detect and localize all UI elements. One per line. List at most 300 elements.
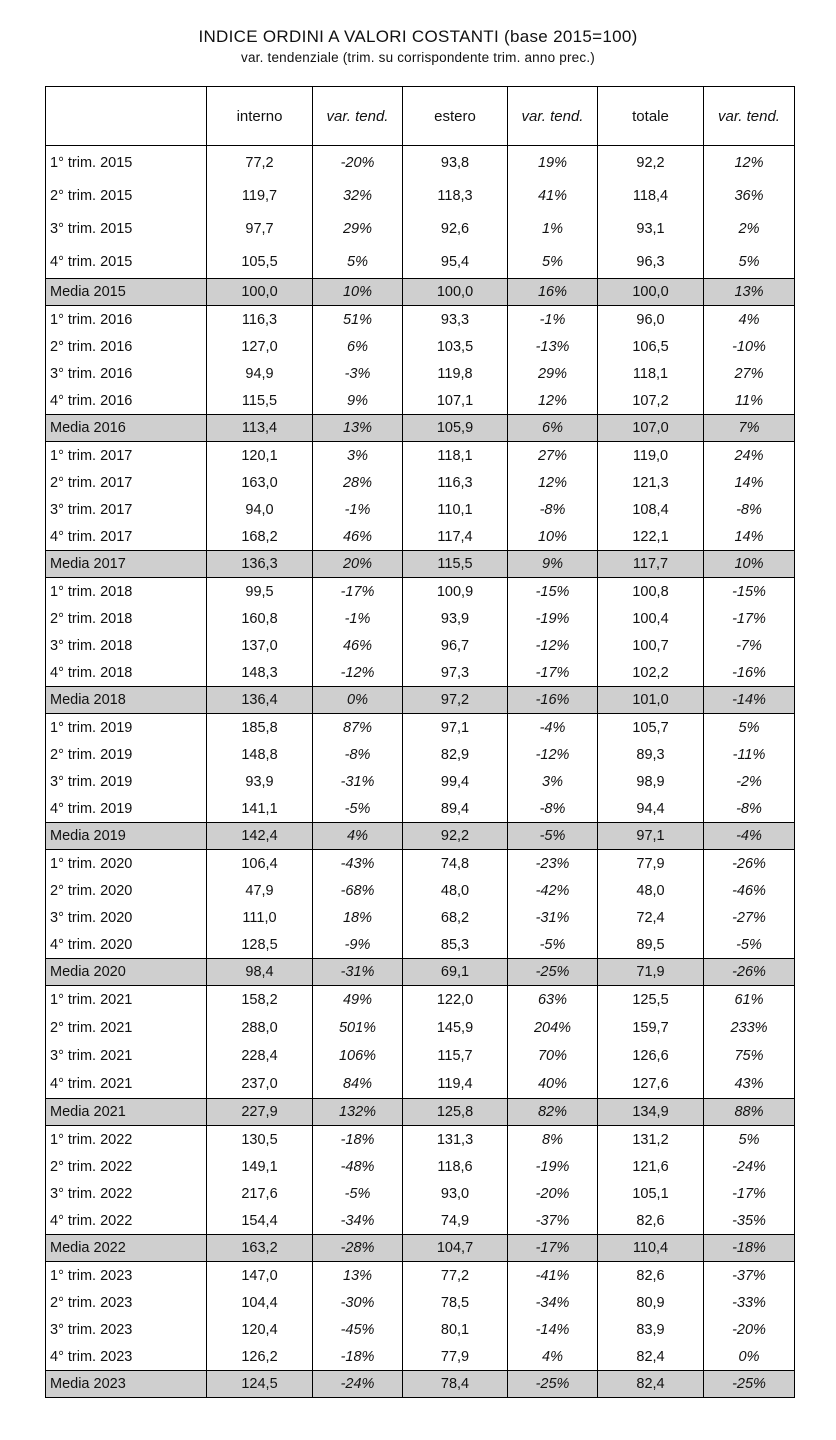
- header-row: [46, 87, 795, 146]
- cell-var-estero: -41%: [508, 1262, 598, 1290]
- cell-totale: 122,1: [598, 523, 704, 551]
- cell-totale: 89,3: [598, 741, 704, 768]
- cell-estero: 93,0: [403, 1180, 508, 1207]
- summary-row: [46, 1235, 795, 1262]
- table-row: [46, 986, 795, 1015]
- cell-totale: 82,4: [598, 1371, 704, 1398]
- cell-var-estero: 12%: [508, 387, 598, 415]
- cell-var-estero: 27%: [508, 442, 598, 470]
- cell-interno: 163,2: [207, 1235, 313, 1262]
- cell-var-estero: 4%: [508, 1343, 598, 1371]
- table-row: [46, 442, 795, 470]
- cell-interno: 104,4: [207, 1289, 313, 1316]
- cell-var-totale: -37%: [704, 1262, 795, 1290]
- cell-var-totale: -20%: [704, 1316, 795, 1343]
- row-label: 2° trim. 2021: [46, 1014, 207, 1042]
- cell-interno: 136,4: [207, 687, 313, 714]
- cell-var-estero: 204%: [508, 1014, 598, 1042]
- row-label: 2° trim. 2023: [46, 1289, 207, 1316]
- cell-totale: 94,4: [598, 795, 704, 823]
- cell-var-estero: -17%: [508, 659, 598, 687]
- cell-var-totale: -26%: [704, 959, 795, 986]
- row-label: 1° trim. 2018: [46, 578, 207, 606]
- cell-estero: 115,5: [403, 551, 508, 578]
- row-label: Media 2019: [46, 823, 207, 850]
- cell-totale: 82,4: [598, 1343, 704, 1371]
- cell-var-estero: -23%: [508, 850, 598, 878]
- table-row: [46, 1014, 795, 1042]
- row-label: 2° trim. 2016: [46, 333, 207, 360]
- cell-estero: 118,6: [403, 1153, 508, 1180]
- cell-var-interno: -1%: [313, 496, 403, 523]
- cell-var-totale: 36%: [704, 179, 795, 212]
- cell-totale: 71,9: [598, 959, 704, 986]
- header-estero: estero: [403, 87, 508, 146]
- table-row: [46, 1207, 795, 1235]
- cell-estero: 80,1: [403, 1316, 508, 1343]
- cell-estero: 95,4: [403, 245, 508, 279]
- cell-var-estero: -42%: [508, 877, 598, 904]
- cell-var-totale: 12%: [704, 146, 795, 180]
- cell-var-estero: -13%: [508, 333, 598, 360]
- table-row: [46, 1042, 795, 1070]
- row-label: 4° trim. 2016: [46, 387, 207, 415]
- cell-var-interno: 6%: [313, 333, 403, 360]
- table-row: [46, 578, 795, 606]
- cell-interno: 126,2: [207, 1343, 313, 1371]
- cell-var-interno: -28%: [313, 1235, 403, 1262]
- orders-index-table: [45, 86, 795, 1398]
- cell-estero: 100,0: [403, 279, 508, 306]
- cell-var-estero: 16%: [508, 279, 598, 306]
- cell-estero: 48,0: [403, 877, 508, 904]
- cell-totale: 121,3: [598, 469, 704, 496]
- cell-var-estero: -1%: [508, 306, 598, 334]
- summary-row: [46, 959, 795, 986]
- cell-var-estero: 82%: [508, 1099, 598, 1126]
- cell-estero: 93,8: [403, 146, 508, 180]
- table-row: [46, 795, 795, 823]
- cell-estero: 68,2: [403, 904, 508, 931]
- cell-interno: 47,9: [207, 877, 313, 904]
- cell-var-totale: 14%: [704, 469, 795, 496]
- table-row: [46, 1126, 795, 1154]
- cell-interno: 111,0: [207, 904, 313, 931]
- cell-var-interno: 10%: [313, 279, 403, 306]
- cell-var-interno: -43%: [313, 850, 403, 878]
- cell-var-totale: 88%: [704, 1099, 795, 1126]
- cell-var-interno: 46%: [313, 632, 403, 659]
- cell-totale: 125,5: [598, 986, 704, 1015]
- cell-var-interno: 13%: [313, 415, 403, 442]
- cell-interno: 106,4: [207, 850, 313, 878]
- cell-var-totale: -27%: [704, 904, 795, 931]
- summary-row: [46, 1099, 795, 1126]
- cell-var-interno: -31%: [313, 959, 403, 986]
- row-label: 2° trim. 2020: [46, 877, 207, 904]
- cell-estero: 69,1: [403, 959, 508, 986]
- cell-var-totale: 0%: [704, 1343, 795, 1371]
- cell-interno: 149,1: [207, 1153, 313, 1180]
- cell-var-totale: -17%: [704, 1180, 795, 1207]
- cell-estero: 118,3: [403, 179, 508, 212]
- cell-var-interno: 106%: [313, 1042, 403, 1070]
- cell-interno: 94,9: [207, 360, 313, 387]
- cell-var-interno: -5%: [313, 1180, 403, 1207]
- cell-totale: 159,7: [598, 1014, 704, 1042]
- cell-interno: 130,5: [207, 1126, 313, 1154]
- cell-var-estero: -4%: [508, 714, 598, 742]
- header-interno: interno: [207, 87, 313, 146]
- cell-estero: 105,9: [403, 415, 508, 442]
- table-row: [46, 1289, 795, 1316]
- cell-var-totale: -17%: [704, 605, 795, 632]
- cell-var-interno: -68%: [313, 877, 403, 904]
- cell-var-totale: 13%: [704, 279, 795, 306]
- cell-var-interno: 32%: [313, 179, 403, 212]
- cell-var-interno: 28%: [313, 469, 403, 496]
- cell-var-interno: 18%: [313, 904, 403, 931]
- table-row: [46, 904, 795, 931]
- cell-totale: 117,7: [598, 551, 704, 578]
- cell-totale: 82,6: [598, 1262, 704, 1290]
- cell-var-interno: -8%: [313, 741, 403, 768]
- cell-var-interno: -20%: [313, 146, 403, 180]
- cell-var-totale: 4%: [704, 306, 795, 334]
- cell-var-totale: 5%: [704, 1126, 795, 1154]
- table-row: [46, 469, 795, 496]
- cell-var-totale: -8%: [704, 496, 795, 523]
- row-label: 2° trim. 2019: [46, 741, 207, 768]
- row-label: 1° trim. 2016: [46, 306, 207, 334]
- cell-var-totale: 5%: [704, 245, 795, 279]
- cell-var-totale: -33%: [704, 1289, 795, 1316]
- row-label: 1° trim. 2023: [46, 1262, 207, 1290]
- row-label: 3° trim. 2020: [46, 904, 207, 931]
- row-label: 3° trim. 2021: [46, 1042, 207, 1070]
- summary-row: [46, 551, 795, 578]
- cell-interno: 160,8: [207, 605, 313, 632]
- header-var-estero: var. tend.: [508, 87, 598, 146]
- cell-interno: 99,5: [207, 578, 313, 606]
- cell-interno: 100,0: [207, 279, 313, 306]
- cell-totale: 105,7: [598, 714, 704, 742]
- cell-interno: 128,5: [207, 931, 313, 959]
- cell-var-totale: 7%: [704, 415, 795, 442]
- cell-estero: 100,9: [403, 578, 508, 606]
- cell-var-interno: -12%: [313, 659, 403, 687]
- cell-estero: 145,9: [403, 1014, 508, 1042]
- cell-interno: 227,9: [207, 1099, 313, 1126]
- cell-var-totale: 75%: [704, 1042, 795, 1070]
- table-row: [46, 1180, 795, 1207]
- table-row: [46, 1262, 795, 1290]
- cell-estero: 131,3: [403, 1126, 508, 1154]
- cell-totale: 93,1: [598, 212, 704, 245]
- row-label: Media 2020: [46, 959, 207, 986]
- row-label: 3° trim. 2016: [46, 360, 207, 387]
- cell-estero: 116,3: [403, 469, 508, 496]
- cell-var-totale: -24%: [704, 1153, 795, 1180]
- cell-var-interno: 9%: [313, 387, 403, 415]
- cell-var-interno: -48%: [313, 1153, 403, 1180]
- cell-estero: 99,4: [403, 768, 508, 795]
- table-subtitle: var. tendenziale (trim. su corrispondente trim. anno prec.): [241, 50, 595, 65]
- cell-var-interno: -24%: [313, 1371, 403, 1398]
- cell-var-interno: 46%: [313, 523, 403, 551]
- cell-var-interno: -45%: [313, 1316, 403, 1343]
- row-label: Media 2021: [46, 1099, 207, 1126]
- cell-totale: 108,4: [598, 496, 704, 523]
- cell-var-estero: 5%: [508, 245, 598, 279]
- cell-var-estero: -17%: [508, 1235, 598, 1262]
- row-label: 4° trim. 2022: [46, 1207, 207, 1235]
- cell-totale: 105,1: [598, 1180, 704, 1207]
- cell-var-totale: 14%: [704, 523, 795, 551]
- table-row: [46, 605, 795, 632]
- cell-totale: 83,9: [598, 1316, 704, 1343]
- row-label: Media 2022: [46, 1235, 207, 1262]
- cell-totale: 106,5: [598, 333, 704, 360]
- cell-var-estero: -20%: [508, 1180, 598, 1207]
- cell-var-totale: -8%: [704, 795, 795, 823]
- row-label: 1° trim. 2015: [46, 146, 207, 180]
- row-label: 4° trim. 2015: [46, 245, 207, 279]
- cell-estero: 92,6: [403, 212, 508, 245]
- cell-var-estero: 63%: [508, 986, 598, 1015]
- cell-estero: 74,9: [403, 1207, 508, 1235]
- cell-estero: 92,2: [403, 823, 508, 850]
- cell-interno: 93,9: [207, 768, 313, 795]
- table-row: [46, 768, 795, 795]
- row-label: 4° trim. 2020: [46, 931, 207, 959]
- cell-estero: 93,9: [403, 605, 508, 632]
- cell-var-totale: -46%: [704, 877, 795, 904]
- cell-var-estero: -31%: [508, 904, 598, 931]
- cell-interno: 154,4: [207, 1207, 313, 1235]
- cell-estero: 119,4: [403, 1070, 508, 1099]
- cell-interno: 163,0: [207, 469, 313, 496]
- cell-var-estero: -16%: [508, 687, 598, 714]
- cell-estero: 118,1: [403, 442, 508, 470]
- cell-var-estero: -5%: [508, 931, 598, 959]
- cell-var-estero: -19%: [508, 1153, 598, 1180]
- row-label: 3° trim. 2023: [46, 1316, 207, 1343]
- cell-var-interno: -1%: [313, 605, 403, 632]
- cell-interno: 115,5: [207, 387, 313, 415]
- cell-totale: 97,1: [598, 823, 704, 850]
- cell-estero: 96,7: [403, 632, 508, 659]
- cell-var-interno: -18%: [313, 1343, 403, 1371]
- cell-var-estero: -8%: [508, 496, 598, 523]
- cell-totale: 107,2: [598, 387, 704, 415]
- cell-var-estero: 9%: [508, 551, 598, 578]
- cell-var-interno: -18%: [313, 1126, 403, 1154]
- cell-interno: 168,2: [207, 523, 313, 551]
- cell-interno: 116,3: [207, 306, 313, 334]
- cell-var-interno: 29%: [313, 212, 403, 245]
- cell-totale: 96,3: [598, 245, 704, 279]
- row-label: Media 2017: [46, 551, 207, 578]
- cell-var-totale: 43%: [704, 1070, 795, 1099]
- row-label: 3° trim. 2015: [46, 212, 207, 245]
- cell-interno: 137,0: [207, 632, 313, 659]
- cell-interno: 105,5: [207, 245, 313, 279]
- cell-var-estero: 3%: [508, 768, 598, 795]
- table-body: [46, 146, 795, 1398]
- table-row: [46, 212, 795, 245]
- row-label: 3° trim. 2022: [46, 1180, 207, 1207]
- summary-row: [46, 1371, 795, 1398]
- cell-interno: 148,3: [207, 659, 313, 687]
- cell-interno: 228,4: [207, 1042, 313, 1070]
- header-totale: totale: [598, 87, 704, 146]
- table-row: [46, 714, 795, 742]
- cell-totale: 96,0: [598, 306, 704, 334]
- table-row: [46, 1343, 795, 1371]
- row-label: Media 2018: [46, 687, 207, 714]
- cell-var-estero: 41%: [508, 179, 598, 212]
- cell-interno: 113,4: [207, 415, 313, 442]
- cell-interno: 119,7: [207, 179, 313, 212]
- cell-totale: 127,6: [598, 1070, 704, 1099]
- cell-var-totale: 10%: [704, 551, 795, 578]
- cell-var-totale: -10%: [704, 333, 795, 360]
- cell-interno: 142,4: [207, 823, 313, 850]
- cell-var-estero: -12%: [508, 741, 598, 768]
- cell-estero: 97,3: [403, 659, 508, 687]
- cell-interno: 127,0: [207, 333, 313, 360]
- cell-var-estero: 40%: [508, 1070, 598, 1099]
- row-label: 1° trim. 2021: [46, 986, 207, 1015]
- cell-estero: 77,2: [403, 1262, 508, 1290]
- row-label: 4° trim. 2021: [46, 1070, 207, 1099]
- cell-var-totale: -25%: [704, 1371, 795, 1398]
- cell-var-estero: 19%: [508, 146, 598, 180]
- cell-interno: 124,5: [207, 1371, 313, 1398]
- cell-var-totale: -15%: [704, 578, 795, 606]
- cell-var-interno: 501%: [313, 1014, 403, 1042]
- cell-totale: 89,5: [598, 931, 704, 959]
- cell-estero: 97,1: [403, 714, 508, 742]
- cell-var-estero: -14%: [508, 1316, 598, 1343]
- cell-var-estero: -15%: [508, 578, 598, 606]
- cell-totale: 118,4: [598, 179, 704, 212]
- cell-var-totale: 5%: [704, 714, 795, 742]
- cell-var-interno: 84%: [313, 1070, 403, 1099]
- cell-estero: 115,7: [403, 1042, 508, 1070]
- table-title: INDICE ORDINI A VALORI COSTANTI (base 2015=100): [198, 27, 638, 46]
- summary-row: [46, 687, 795, 714]
- row-label: 3° trim. 2017: [46, 496, 207, 523]
- cell-var-interno: 3%: [313, 442, 403, 470]
- cell-interno: 97,7: [207, 212, 313, 245]
- row-label: 3° trim. 2018: [46, 632, 207, 659]
- row-label: Media 2023: [46, 1371, 207, 1398]
- cell-var-estero: 1%: [508, 212, 598, 245]
- table-row: [46, 306, 795, 334]
- cell-interno: 185,8: [207, 714, 313, 742]
- cell-var-totale: -4%: [704, 823, 795, 850]
- cell-var-interno: 20%: [313, 551, 403, 578]
- row-label: Media 2015: [46, 279, 207, 306]
- cell-estero: 122,0: [403, 986, 508, 1015]
- cell-totale: 48,0: [598, 877, 704, 904]
- cell-totale: 107,0: [598, 415, 704, 442]
- cell-var-totale: 24%: [704, 442, 795, 470]
- table-row: [46, 333, 795, 360]
- cell-estero: 78,4: [403, 1371, 508, 1398]
- cell-interno: 120,1: [207, 442, 313, 470]
- cell-var-estero: -5%: [508, 823, 598, 850]
- cell-estero: 97,2: [403, 687, 508, 714]
- cell-totale: 118,1: [598, 360, 704, 387]
- cell-totale: 80,9: [598, 1289, 704, 1316]
- cell-var-totale: 11%: [704, 387, 795, 415]
- row-label: 1° trim. 2020: [46, 850, 207, 878]
- cell-var-totale: -14%: [704, 687, 795, 714]
- cell-var-interno: -5%: [313, 795, 403, 823]
- cell-var-totale: -5%: [704, 931, 795, 959]
- cell-var-interno: 13%: [313, 1262, 403, 1290]
- cell-var-estero: -19%: [508, 605, 598, 632]
- cell-totale: 126,6: [598, 1042, 704, 1070]
- cell-totale: 100,0: [598, 279, 704, 306]
- table-row: [46, 179, 795, 212]
- summary-row: [46, 415, 795, 442]
- summary-row: [46, 823, 795, 850]
- row-label: 2° trim. 2018: [46, 605, 207, 632]
- cell-estero: 89,4: [403, 795, 508, 823]
- cell-totale: 119,0: [598, 442, 704, 470]
- cell-var-totale: -26%: [704, 850, 795, 878]
- row-label: 4° trim. 2019: [46, 795, 207, 823]
- cell-var-totale: -2%: [704, 768, 795, 795]
- cell-var-totale: -35%: [704, 1207, 795, 1235]
- table-row: [46, 850, 795, 878]
- table-row: [46, 387, 795, 415]
- cell-totale: 131,2: [598, 1126, 704, 1154]
- table-row: [46, 523, 795, 551]
- cell-var-estero: 29%: [508, 360, 598, 387]
- cell-totale: 92,2: [598, 146, 704, 180]
- header-var-interno: var. tend.: [313, 87, 403, 146]
- cell-estero: 117,4: [403, 523, 508, 551]
- cell-estero: 103,5: [403, 333, 508, 360]
- cell-estero: 82,9: [403, 741, 508, 768]
- cell-var-interno: -31%: [313, 768, 403, 795]
- cell-totale: 100,8: [598, 578, 704, 606]
- row-label: Media 2016: [46, 415, 207, 442]
- cell-estero: 110,1: [403, 496, 508, 523]
- cell-estero: 74,8: [403, 850, 508, 878]
- cell-var-totale: -7%: [704, 632, 795, 659]
- row-label: 4° trim. 2018: [46, 659, 207, 687]
- cell-estero: 125,8: [403, 1099, 508, 1126]
- cell-interno: 217,6: [207, 1180, 313, 1207]
- cell-var-totale: 61%: [704, 986, 795, 1015]
- row-label: 2° trim. 2017: [46, 469, 207, 496]
- cell-totale: 100,4: [598, 605, 704, 632]
- cell-var-estero: -25%: [508, 1371, 598, 1398]
- cell-var-interno: 0%: [313, 687, 403, 714]
- cell-interno: 77,2: [207, 146, 313, 180]
- cell-var-totale: -18%: [704, 1235, 795, 1262]
- cell-var-estero: 70%: [508, 1042, 598, 1070]
- table-row: [46, 1153, 795, 1180]
- cell-estero: 119,8: [403, 360, 508, 387]
- cell-interno: 120,4: [207, 1316, 313, 1343]
